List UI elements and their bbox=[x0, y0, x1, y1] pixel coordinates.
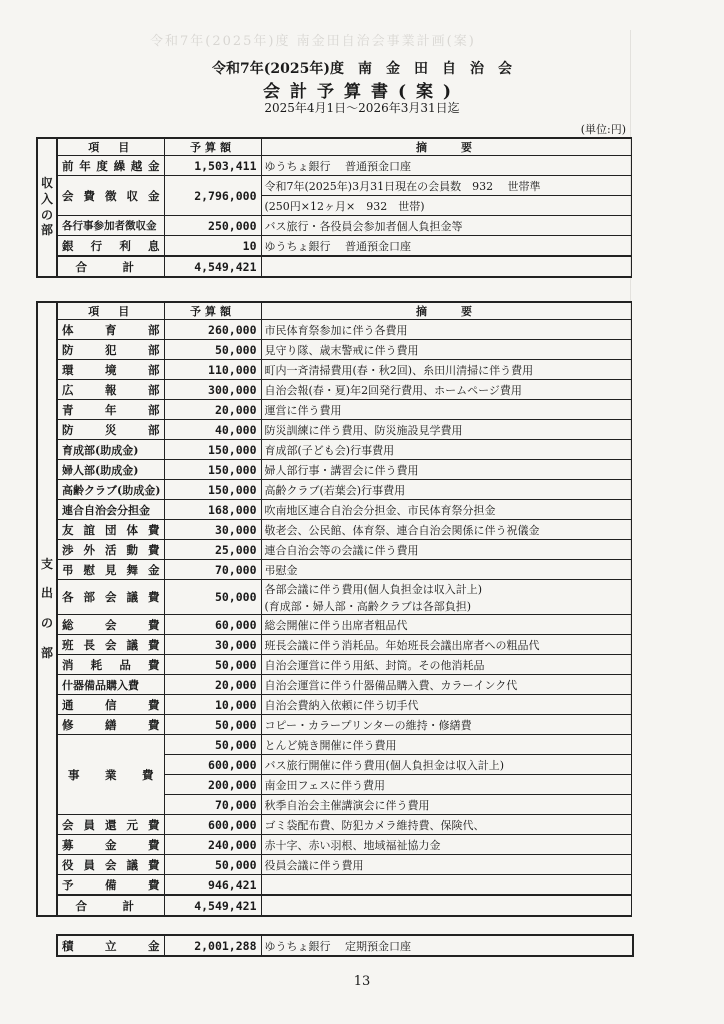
table-row: 募金費 240,000 赤十字、赤い羽根、地域福祉協力金 bbox=[37, 835, 631, 855]
table-row: 役員会議費 50,000 役員会議に伴う費用 bbox=[37, 855, 631, 875]
table-header-row bbox=[37, 302, 631, 320]
column-desc-header: 摘 要 bbox=[261, 302, 631, 320]
column-amount-header: 予算額 bbox=[164, 302, 261, 320]
column-item-header: 項 目 bbox=[57, 302, 164, 320]
table-row: 弔慰見舞金 70,000 弔慰金 bbox=[37, 560, 631, 580]
table-row: 予備費 946,421 bbox=[37, 875, 631, 896]
table-row: 各行事参加者徴収金 250,000 バス旅行・各役員会参加者個人負担金等 bbox=[37, 216, 631, 236]
table-row: 環境部 110,000 町内一斉清掃費用(春・秋2回)、糸田川清掃に伴う費用 bbox=[37, 360, 631, 380]
reserve-table bbox=[56, 934, 634, 957]
fiscal-period: 2025年4月1日〜2026年3月31日迄 bbox=[264, 101, 460, 115]
column-item-header: 項 目 bbox=[57, 138, 164, 156]
table-row: 事業費 50,000 とんど焼き開催に伴う費用 bbox=[37, 735, 631, 755]
table-row: 高齢クラブ(助成金) 150,000 高齢クラブ(若葉会)行事費用 bbox=[37, 480, 631, 500]
table-row: 通信費 10,000 自治会費納入依頼に伴う切手代 bbox=[37, 695, 631, 715]
table-header-row bbox=[37, 138, 631, 156]
column-desc-header: 摘 要 bbox=[261, 138, 631, 156]
expense-total-row: 合 計 4,549,421 bbox=[37, 895, 631, 916]
table-row: (育成部・婦人部・高齢クラブは各部負担) bbox=[37, 597, 631, 615]
column-amount-header: 予算額 bbox=[164, 138, 261, 156]
table-row: 各部会議費 50,000 各部会議に伴う費用(個人負担金は収入計上) bbox=[37, 580, 631, 598]
table-row: 会員還元費 600,000 ゴミ袋配布費、防犯カメラ維持費、保険代、 bbox=[37, 815, 631, 835]
table-row: 会費徴収金 2,796,000 令和7年(2025年)3月31日現在の会員数 932 世帯準 bbox=[37, 176, 631, 196]
table-row: 連合自治会分担金 168,000 吹南地区連合自治会分担金、市民体育祭分担金 bbox=[37, 500, 631, 520]
reserve-row: 積立金 2,001,288 ゆうちょ銀行 定期預金口座 bbox=[57, 935, 633, 956]
org-title: 令和7年(2025年)度 南 金 田 自 治 会 bbox=[212, 61, 512, 77]
table-row: 600,000 バス旅行開催に伴う費用(個人負担金は収入計上) bbox=[37, 755, 631, 775]
table-row: 総会費 60,000 総会開催に伴う出席者粗品代 bbox=[37, 615, 631, 635]
bleed-through-lines bbox=[630, 30, 711, 730]
table-row: 班長会議費 30,000 班長会議に伴う消耗品。年始班長会議出席者への粗品代 bbox=[37, 635, 631, 655]
table-row: 前年度繰越金 1,503,411 ゆうちょ銀行 普通預金口座 bbox=[37, 156, 631, 176]
table-row: 防犯部 50,000 見守り隊、歳末警戒に伴う費用 bbox=[37, 340, 631, 360]
table-row: 友誼団体費 30,000 敬老会、公民館、体育祭、連合自治会関係に伴う祝儀金 bbox=[37, 520, 631, 540]
income-table bbox=[36, 137, 632, 278]
bleed-through-text: 令和7年(2025年)度 南金田自治会事業計画(案) bbox=[150, 34, 476, 49]
table-row: 体育部 260,000 市民体育祭参加に伴う各費用 bbox=[37, 320, 631, 340]
table-row: 什器備品購入費 20,000 自治会運営に伴う什器備品購入費、カラーインク代 bbox=[37, 675, 631, 695]
table-row: 広報部 300,000 自治会報(春・夏)年2回発行費用、ホームページ費用 bbox=[37, 380, 631, 400]
income-total-row: 合 計 4,549,421 bbox=[37, 256, 631, 277]
expense-table bbox=[36, 301, 632, 917]
expense-side-label: 支 出 の 部 bbox=[37, 302, 57, 916]
table-row: 婦人部(助成金) 150,000 婦人部行事・講習会に伴う費用 bbox=[37, 460, 631, 480]
document-title: 会計予算書(案) bbox=[262, 82, 462, 102]
table-row: 70,000 秋季自治会主催講演会に伴う費用 bbox=[37, 795, 631, 815]
income-side-label: 収 入 の 部 bbox=[37, 138, 57, 277]
table-row: 消耗品費 50,000 自治会運営に伴う用紙、封筒。その他消耗品 bbox=[37, 655, 631, 675]
table-row: 防災部 40,000 防災訓練に伴う費用、防災施設見学費用 bbox=[37, 420, 631, 440]
table-row: 銀行利息 10 ゆうちょ銀行 普通預金口座 bbox=[37, 236, 631, 257]
table-row: 200,000 南金田フェスに伴う費用 bbox=[37, 775, 631, 795]
table-row: 青年部 20,000 運営に伴う費用 bbox=[37, 400, 631, 420]
table-row: 育成部(助成金) 150,000 育成部(子ども会)行事費用 bbox=[37, 440, 631, 460]
unit-label: (単位:円) bbox=[580, 123, 626, 136]
table-row: 修繕費 50,000 コピー・カラープリンターの維持・修繕費 bbox=[37, 715, 631, 735]
table-row: 渉外活動費 25,000 連合自治会等の会議に伴う費用 bbox=[37, 540, 631, 560]
table-row: (250円×12ヶ月× 932 世帯) bbox=[37, 196, 631, 216]
page-number: 13 bbox=[353, 974, 371, 989]
